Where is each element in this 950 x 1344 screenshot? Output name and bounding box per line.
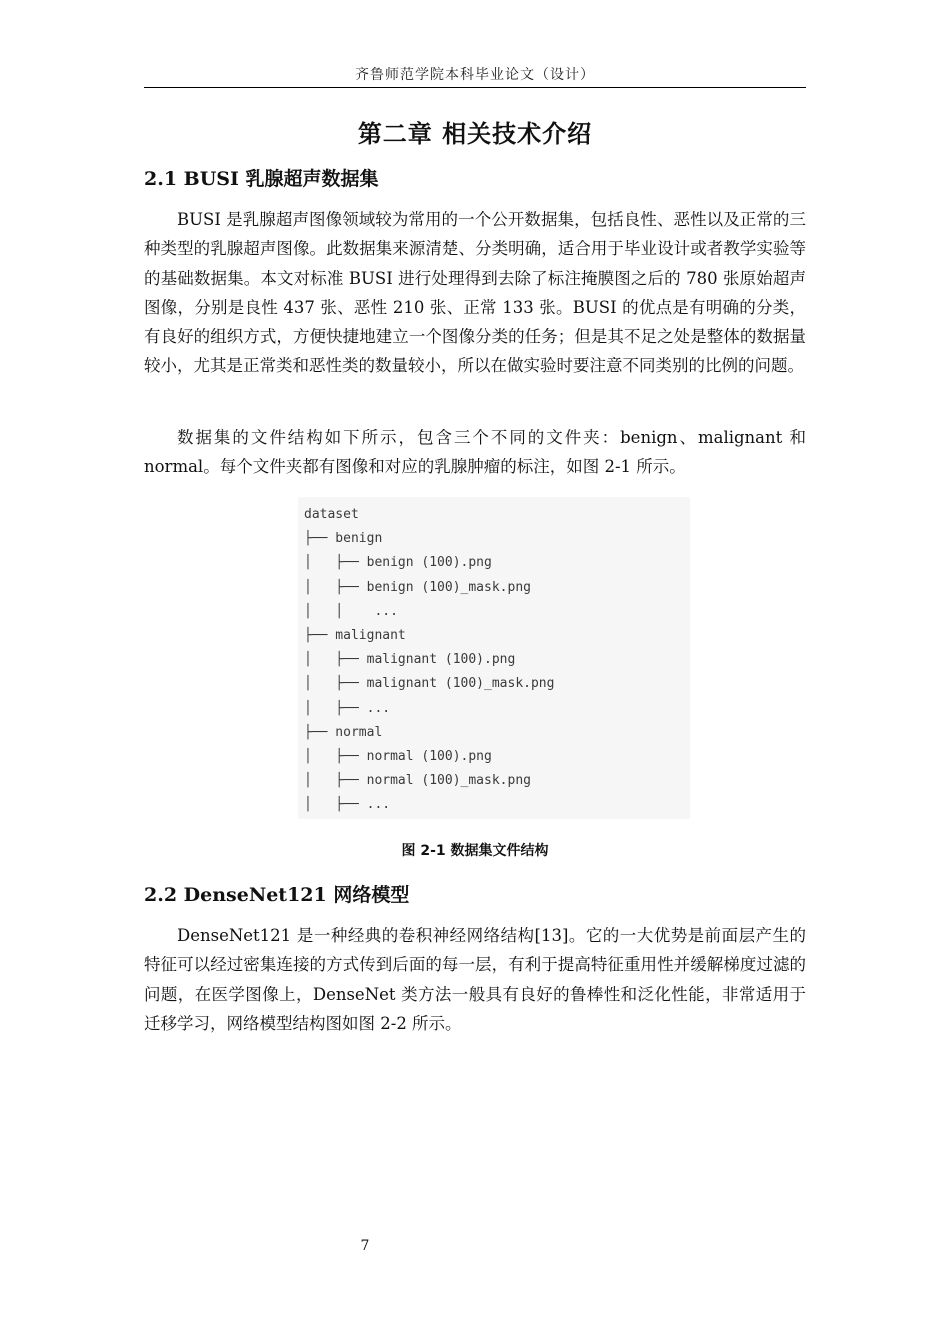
tree-line: ├── malignant (304, 627, 406, 643)
dataset-tree-figure (298, 497, 690, 819)
page-number: 7 (360, 1238, 370, 1254)
paragraph-dataset-structure: 数据集的文件结构如下所示，包含三个不同的文件夹：benign、malignant 和 normal。每个文件夹都有图像和对应的乳腺肿瘤的标注，如图 2-1 所示。 (144, 428, 806, 477)
tree-line: │ ├── ... (304, 797, 391, 813)
tree-line: │ ├── malignant (100)_mask.png (304, 676, 555, 692)
paragraph-busi-intro: BUSI 是乳腺超声图像领域较为常用的一个公开数据集，包括良性、恶性以及正常的三种类型的乳腺超声图像。此数据集来源清楚、分类明确，适合用于毕业设计或者教学实验等的基础数据集。本文对标准 BUSI 进行处理得到去除了标注掩膜图之后的 780 张原始超声图像，分别是良性 437 张、恶性 210 张、正常 133 张。BUSI 的优点是有明确的分类，有良好的组织方式，方便快捷地建立一个图像分类的任务；但是其不足之处是整体的数据量较小，尤其是正常类和恶性类的数量较小，所以在做实验时要注意不同类别的比例的问题。 (144, 210, 806, 376)
tree-line: │ ├── benign (100).png (304, 555, 492, 571)
chapter-title: 第二章 相关技术介绍 (357, 120, 593, 148)
section-title-2-2: 2.2 DenseNet121 网络模型 (144, 884, 410, 906)
paragraph-densenet: DenseNet121 是一种经典的卷积神经网络结构[13]。它的一大优势是前面层产生的特征可以经过密集连接的方式传到后面的每一层，有利于提高特征重用性并缓解梯度过滤的问题，在医学图像上，DenseNet 类方法一般具有良好的鲁棒性和泛化性能，非常适用于迁移学习，网络模型结构图如图 2-2 所示。 (144, 926, 806, 1033)
tree-line: │ ├── benign (100)_mask.png (304, 579, 531, 595)
figure-caption: 图 2-1 数据集文件结构 (401, 843, 549, 859)
tree-line: │ │ ... (304, 603, 398, 619)
page-header: 齐鲁师范学院本科毕业论文（设计） (355, 67, 595, 83)
tree-line: │ ├── ... (304, 700, 391, 716)
tree-line: │ ├── normal (100).png (304, 748, 492, 764)
tree-line: ├── normal (304, 724, 383, 740)
tree-line: dataset (304, 507, 359, 522)
tree-line: ├── benign (304, 531, 383, 547)
tree-line: │ ├── malignant (100).png (304, 652, 516, 668)
section-title-2-1: 2.1 BUSI 乳腺超声数据集 (144, 168, 379, 190)
tree-line: │ ├── normal (100)_mask.png (304, 773, 531, 789)
header-divider (144, 87, 806, 88)
